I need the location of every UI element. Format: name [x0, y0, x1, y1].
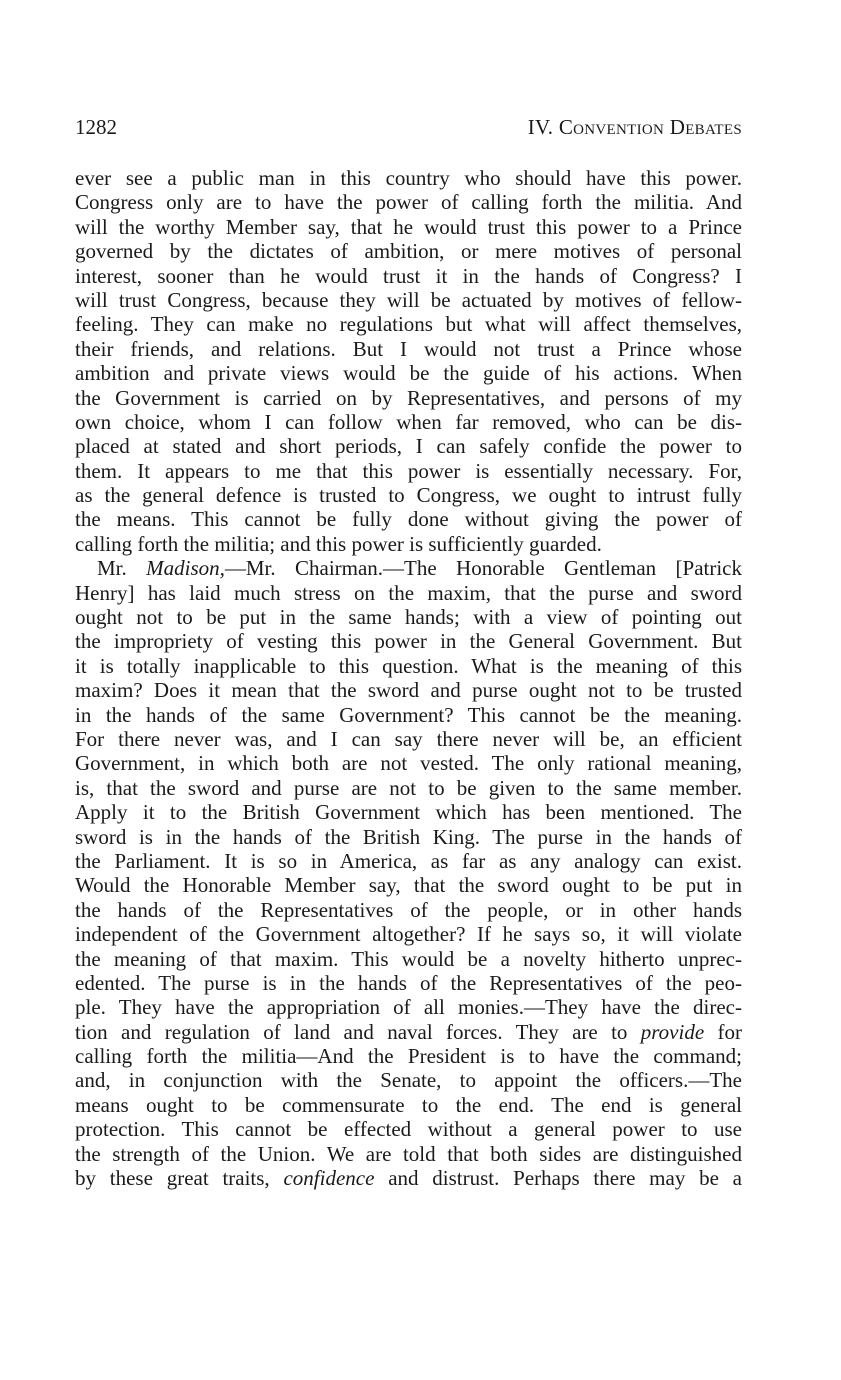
- text-line: the hands of the Representatives of the people, or in other hands: [75, 897, 742, 922]
- text-line: interest, sooner than he would trust it in the hands of Congress? I: [75, 263, 742, 288]
- speaker-name: Madison,: [146, 556, 225, 581]
- speaker-prefix: Mr.: [97, 556, 147, 581]
- text-line: ple. They have the appropriation of all monies.—They have the direc-: [75, 995, 742, 1020]
- text-line: Henry] has laid much stress on the maxim, that the purse and sword: [75, 580, 742, 605]
- line-prefix: by these great traits,: [75, 1166, 284, 1191]
- text-line-provide: [75, 1020, 742, 1044]
- text-line: them. It appears to me that this power is essentially necessary. For,: [75, 458, 742, 483]
- text-line: feeling. They can make no regulations but what will affect themselves,: [75, 312, 742, 337]
- text-line: it is totally inapplicable to this question. What is the meaning of this: [75, 653, 742, 678]
- text-line-confidence: [75, 1166, 742, 1190]
- text-line: the meaning of that maxim. This would be a novelty hitherto unprec-: [75, 946, 742, 971]
- page-number: 1282: [75, 115, 117, 139]
- section-title: IV. Convention Debates: [527, 115, 742, 139]
- text-line: maxim? Does it mean that the sword and purse ought not to be trusted: [75, 678, 742, 703]
- line-suffix: for: [704, 1019, 742, 1044]
- text-line-madison: [75, 556, 742, 580]
- text-line: sword is in the hands of the British King. The purse in the hands of: [75, 824, 742, 849]
- text-line: ever see a public man in this country who should have this power.: [75, 166, 742, 190]
- text-line: as the general defence is trusted to Congress, we ought to intrust fully: [75, 483, 742, 508]
- text-line: and, in conjunction with the Senate, to appoint the officers.—The: [75, 1068, 742, 1093]
- text-line: the strength of the Union. We are told that both sides are distinguished: [75, 1141, 742, 1166]
- text-line: Apply it to the British Government which has been mentioned. The: [75, 800, 742, 825]
- text-line: governed by the dictates of ambition, or mere motives of personal: [75, 239, 742, 264]
- text-line: is, that the sword and purse are not to be given to the same member.: [75, 775, 742, 800]
- running-head: [75, 112, 742, 142]
- text-line: protection. This cannot be effected without a general power to use: [75, 1117, 742, 1142]
- text-line: in the hands of the same Government? This cannot be the meaning.: [75, 702, 742, 727]
- text-line: means ought to be commensurate to the end. The end is general: [75, 1092, 742, 1117]
- text-line: will trust Congress, because they will be actuated by motives of fellow-: [75, 287, 742, 312]
- text-line: ought not to be put in the same hands; with a view of pointing out: [75, 605, 742, 630]
- text-line: placed at stated and short periods, I can safely confide the power to: [75, 434, 742, 459]
- text-line: the means. This cannot be fully done without giving the power of: [75, 507, 742, 532]
- text-line: calling forth the militia—And the President is to have the command;: [75, 1044, 742, 1069]
- text-line: their friends, and relations. But I would not trust a Prince whose: [75, 336, 742, 361]
- line-suffix: and distrust. Perhaps there may be a: [374, 1166, 743, 1191]
- italic-word-provide: provide: [640, 1019, 705, 1044]
- text-line: For there never was, and I can say there never will be, an efficient: [75, 726, 742, 751]
- text-line: Would the Honorable Member say, that the sword ought to be put in: [75, 873, 742, 898]
- text-line: the Government is carried on by Representatives, and persons of my: [75, 385, 742, 410]
- line-prefix: tion and regulation of land and naval forces. They are to: [75, 1019, 641, 1044]
- text-line: the impropriety of vesting this power in the General Government. But: [75, 629, 742, 654]
- document-page: [75, 112, 742, 1190]
- text-line: own choice, whom I can follow when far removed, who can be dis-: [75, 409, 742, 434]
- text-line: edented. The purse is in the hands of the Representatives of the peo-: [75, 970, 742, 995]
- italic-word-confidence: confidence: [283, 1166, 375, 1191]
- text-line: will the worthy Member say, that he would trust this power to a Prince: [75, 214, 742, 239]
- body-text: [75, 166, 742, 1190]
- text-line: Congress only are to have the power of calling forth the militia. And: [75, 190, 742, 215]
- text-line: independent of the Government altogether? If he says so, it will violate: [75, 922, 742, 947]
- text-line: the Parliament. It is so in America, as far as any analogy can exist.: [75, 848, 742, 873]
- text-line: ambition and private views would be the guide of his actions. When: [75, 361, 742, 386]
- text-line: Government, in which both are not vested. The only rational meaning,: [75, 751, 742, 776]
- speaker-text: —Mr. Chairman.—The Honorable Gentleman [Patrick: [224, 556, 742, 581]
- text-line: calling forth the militia; and this power is sufficiently guarded.: [75, 531, 602, 556]
